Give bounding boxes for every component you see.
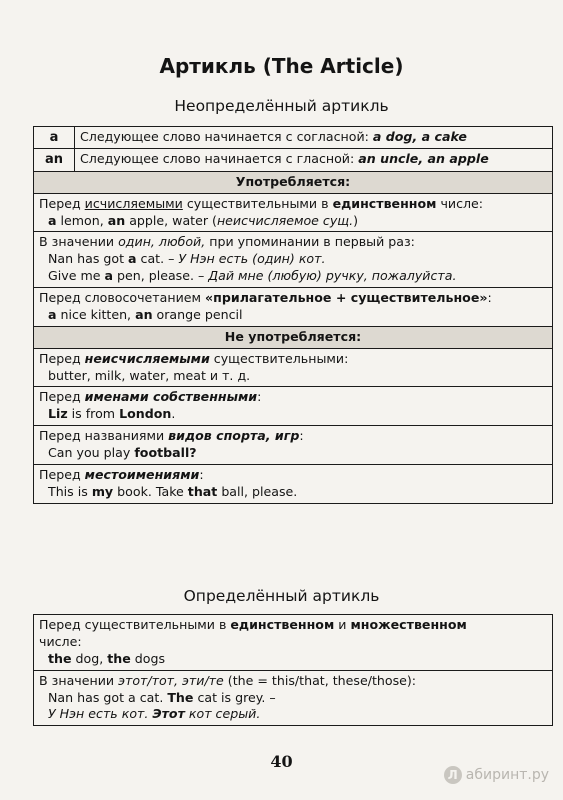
usage-rule-row: Перед словосочетанием «прилагательное + существительное»: a nice kitten, an orange pencil [34, 288, 553, 327]
labirint-logo-icon: Л [444, 766, 462, 784]
non-usage-rule-row: Перед именами собственными: Liz is from London. [34, 387, 553, 426]
used-header: Употребляется: [34, 171, 553, 193]
definite-rule-row: Перед существительными в единственном и множественном числе: the dog, the dogs [34, 615, 553, 671]
not-used-header: Не употребляется: [34, 326, 553, 348]
watermark [444, 766, 549, 784]
definite-article-table [33, 614, 553, 726]
non-usage-rule-row: Перед местоимениями: This is my book. Take that ball, please. [34, 464, 553, 503]
non-usage-rule-row: Перед названиями видов спорта, игр: Can you play football? [34, 426, 553, 465]
article-an: an [34, 149, 75, 171]
indefinite-article-table [33, 126, 553, 504]
watermark-text: абиринт.ру [465, 767, 549, 783]
article-an-rule: Следующее слово начинается с гласной: an uncle, an apple [75, 149, 553, 171]
non-usage-rule-row: Перед неисчисляемыми существительными: butter, milk, water, meat и т. д. [34, 348, 553, 387]
definite-rule-row: В значении этот/тот, эти/те (the = this/that, these/those): Nan has got a cat. The cat is grey. – У Нэн есть кот. Этот кот серый. [34, 670, 553, 726]
article-form-row [34, 149, 553, 171]
indefinite-heading: Неопределённый артикль [174, 97, 389, 115]
page-number: 40 [270, 752, 293, 771]
article-form-row [34, 127, 553, 149]
article-a-rule: Следующее слово начинается с согласной: a dog, a cake [75, 127, 553, 149]
article-a: a [34, 127, 75, 149]
usage-rule-row: В значении один, любой, при упоминании в первый раз: Nan has got a cat. – У Нэн есть (один) кот. Give me a pen, please. – Дай мне (любую) ручку, пожалуйста. [34, 232, 553, 288]
page-title: Артикль (The Article) [159, 54, 404, 78]
usage-rule-row: Перед исчисляемыми существительными в единственном числе: a lemon, an apple, water (неисчисляемое сущ.) [34, 193, 553, 232]
definite-heading: Определённый артикль [183, 587, 380, 605]
